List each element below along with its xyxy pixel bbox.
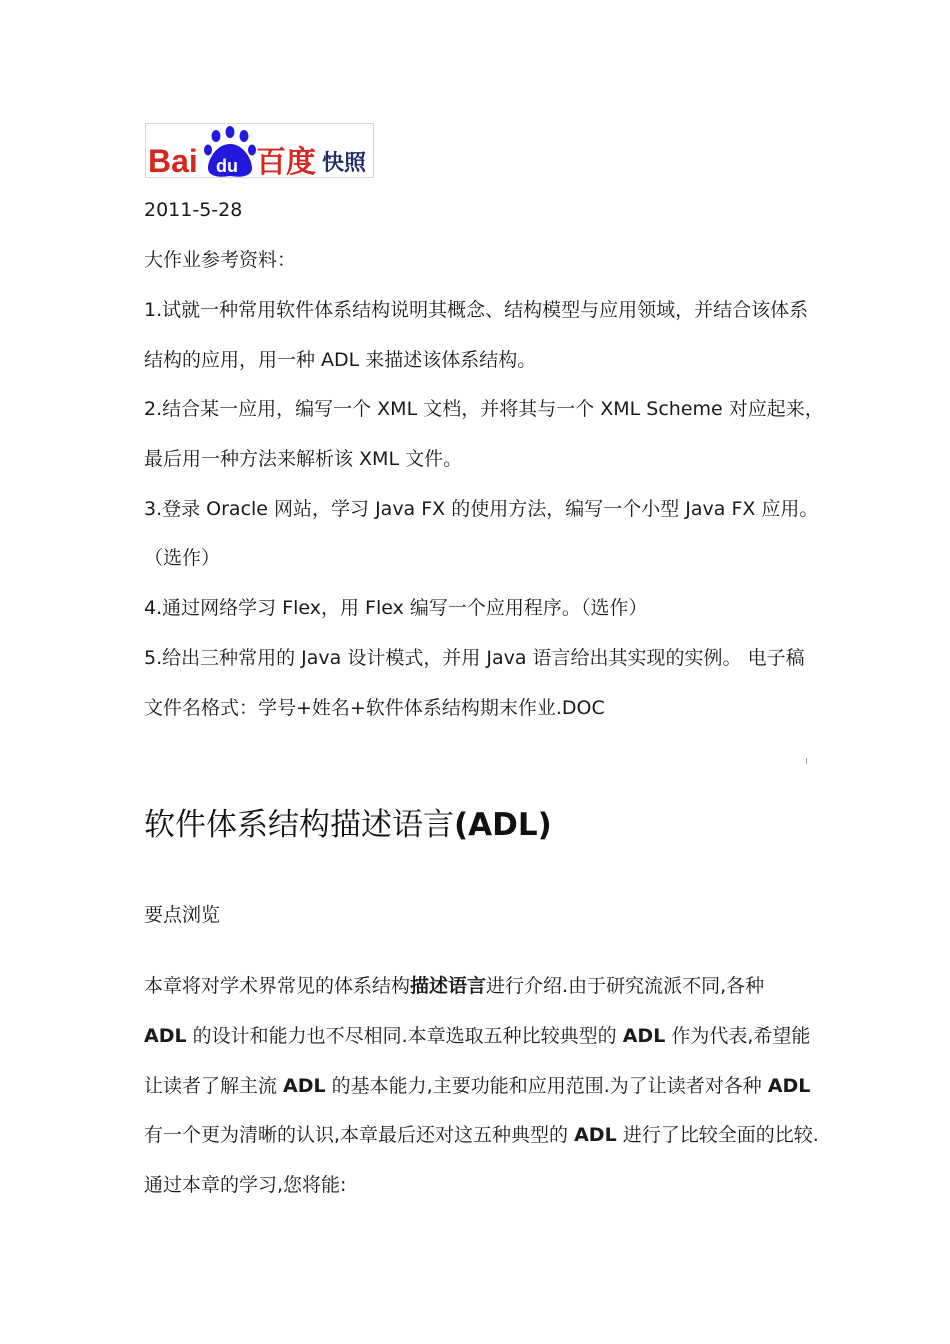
refs-label: 大作业参考资料：	[144, 249, 297, 271]
text-run-bold: ADL	[574, 1124, 617, 1146]
svg-text:du: du	[216, 156, 238, 176]
text-run-bold: 描述语言	[410, 975, 487, 997]
text-run: 的基本能力,主要功能和应用范围.为了让读者对各种	[325, 1075, 768, 1097]
date: 2011-5-28	[144, 199, 243, 221]
list-item: 3.登录 Oracle 网站，学习 Java FX 的使用方法，编写一个小型 Java FX 应用。	[144, 498, 819, 520]
text-run: 进行了比较全面的比较.	[616, 1124, 819, 1146]
text-run: 进行介绍.由于研究流派不同,各种	[486, 975, 765, 997]
text-run-bold: ADL	[283, 1075, 326, 1097]
list-item: 5.给出三种常用的 Java 设计模式，并用 Java 语言给出其实现的实例。 电子稿	[144, 647, 805, 669]
svg-text:百度: 百度	[256, 145, 316, 177]
paragraph-line	[144, 1023, 810, 1049]
text-run-bold: ADL	[144, 1025, 187, 1047]
heading-main: 软件体系结构描述语言	[144, 807, 454, 843]
paragraph-line	[144, 1073, 810, 1099]
text-run: 本章将对学术界常见的体系结构	[144, 975, 411, 997]
baidu-kuaizhao-logo	[145, 123, 374, 178]
paragraph-line	[144, 973, 764, 999]
baidu-paw-logo-icon	[146, 124, 373, 177]
paragraph-line: 通过本章的学习,您将能:	[144, 1174, 347, 1196]
list-item: 最后用一种方法来解析该 XML 文件。	[144, 448, 463, 470]
section-heading	[144, 804, 552, 846]
text-run: 让读者了解主流	[144, 1075, 284, 1097]
text-run: 的设计和能力也不尽相同.本章选取五种比较典型的	[186, 1025, 623, 1047]
paragraph-line	[144, 1122, 819, 1148]
list-item: （选作）	[144, 547, 221, 569]
text-run-bold: ADL	[622, 1025, 666, 1047]
svg-text:快照: 快照	[322, 151, 367, 176]
list-item: 结构的应用，用一种 ADL 来描述该体系结构。	[144, 349, 537, 371]
list-item: 文件名格式：学号+姓名+软件体系结构期末作业.DOC	[144, 697, 605, 719]
svg-text:Bai: Bai	[148, 143, 198, 177]
heading-abbr: (ADL)	[454, 807, 552, 843]
list-item: 4.通过网络学习 Flex，用 Flex 编写一个应用程序。（选作）	[144, 597, 648, 619]
list-item: 2.结合某一应用，编写一个 XML 文档，并将其与一个 XML Scheme 对应起来，	[144, 398, 824, 420]
text-run: 有一个更为清晰的认识,本章最后还对这五种典型的	[144, 1124, 575, 1146]
text-run: 作为代表,希望能	[665, 1025, 811, 1047]
list-item: 1.试就一种常用软件体系结构说明其概念、结构模型与应用领域，并结合该体系	[144, 299, 809, 321]
overview-label: 要点浏览	[144, 904, 221, 926]
text-run-bold: ADL	[767, 1075, 811, 1097]
page-mark	[806, 758, 807, 764]
